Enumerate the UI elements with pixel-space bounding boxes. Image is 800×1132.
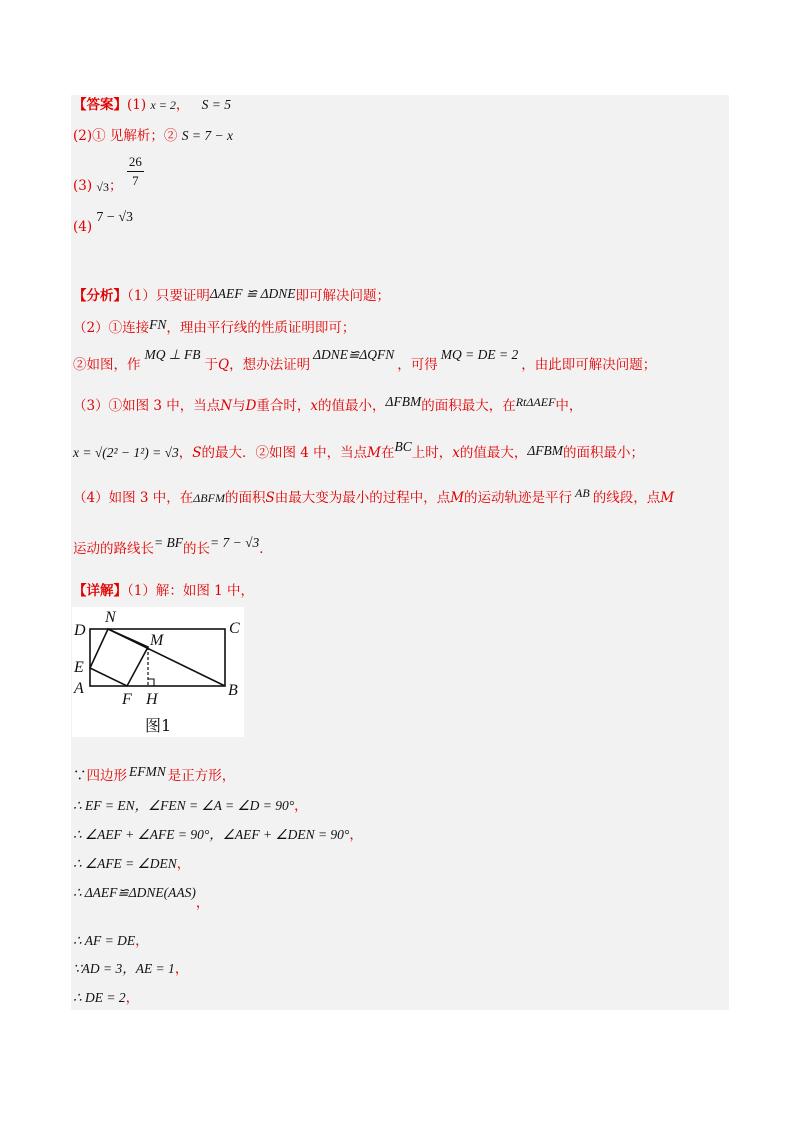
text: ， (294, 798, 308, 814)
analysis-line-5 (73, 439, 645, 462)
text: ， (178, 445, 193, 461)
text: ， (125, 990, 140, 1006)
text: Q (218, 357, 230, 373)
text: 的面积最大，在 (421, 398, 516, 414)
analysis-line-3 (73, 347, 657, 374)
math: FN (149, 317, 167, 332)
text: 即可解决问题； (295, 288, 390, 304)
math: = BF (154, 535, 183, 550)
text: M (450, 490, 465, 506)
text: 四边形 (86, 768, 127, 784)
text: 是正方形， (167, 768, 236, 784)
label-b: B (228, 682, 238, 699)
answer-part-3: (3) (73, 178, 93, 194)
text: ∵ (73, 768, 87, 784)
answer-line-2 (73, 127, 233, 145)
proof-line-2 (73, 797, 308, 815)
text: 由最大变为最小的过程中，点 (274, 490, 451, 506)
text: （3）①如图 3 中，当点 (73, 398, 221, 414)
answer-part-2: (2)① 见解析；② (73, 128, 178, 144)
text: 与 (232, 398, 246, 414)
proof-line-1 (73, 764, 236, 785)
answer-math: S = 5 (201, 97, 232, 112)
math: ∴ ∠AEF + ∠AFE = 90°，∠AEF + ∠DEN = 90° (73, 827, 350, 842)
answer-math: x = 2 (150, 98, 176, 112)
math: ΔAEF ≌ ΔDNE (209, 286, 296, 301)
fraction (127, 153, 144, 190)
label-c: C (229, 620, 240, 637)
text: M (367, 445, 381, 461)
text: ， (135, 933, 149, 949)
answer-line-1 (73, 96, 231, 114)
math: MQ ⊥ FB (144, 347, 201, 362)
text: ，想办法证明 (229, 357, 311, 373)
text: x (310, 398, 319, 414)
label-d: D (74, 622, 86, 639)
square-efmn (90, 629, 148, 686)
math: EFMN (129, 764, 166, 779)
text: S (265, 490, 275, 506)
figure-1 (72, 607, 244, 737)
text: （2）①连接 (73, 320, 150, 336)
math: ΔDNE≌ΔQFN (313, 347, 395, 362)
analysis-line-7 (73, 535, 273, 558)
math: ∵AD = 3，AE = 1 (73, 961, 175, 976)
text: ， (176, 856, 191, 872)
right-angle-mark (148, 679, 154, 686)
math: AB (575, 486, 590, 500)
text: （4）如图 3 中，在 (73, 490, 194, 506)
figure-1-diagram (72, 607, 244, 737)
proof-line-8 (73, 989, 139, 1007)
answer-label: 【答案】 (73, 97, 127, 113)
answer-math: S = 7 − x (181, 128, 233, 143)
label-n: N (105, 609, 116, 626)
text: 的长 (182, 541, 210, 557)
separator: ， (175, 97, 190, 113)
text: （1）解：如图 1 中， (127, 583, 255, 599)
segment-nb (108, 629, 225, 686)
text: 运动的路线长 (73, 541, 154, 557)
fraction-denominator: 7 (132, 173, 139, 188)
math: ∴ AF = DE (73, 933, 136, 948)
math: BC (394, 439, 412, 454)
text: 的最大．②如图 4 中，当点 (201, 445, 368, 461)
detail-label: 【详解】 (73, 583, 127, 599)
text: ，由此即可解决问题； (521, 357, 657, 373)
text: 重合时， (256, 398, 311, 414)
math: ΔFBM (527, 443, 564, 458)
answer-math: 7 − √3 (96, 210, 134, 225)
text: 的值最小， (318, 398, 386, 414)
text: x (452, 445, 460, 461)
figure-caption: 图1 (145, 716, 172, 735)
fraction-numerator: 26 (127, 153, 144, 172)
math: = 7 − √3 (209, 535, 260, 550)
math: MQ = DE = 2 (440, 347, 519, 362)
detail-line-1 (73, 582, 254, 600)
separator: ； (109, 178, 123, 194)
answer-math: √3 (96, 180, 110, 194)
text: ，可得 (397, 357, 438, 373)
answer-line-3 (73, 153, 144, 195)
proof-line-3 (73, 826, 363, 844)
text: D (245, 398, 257, 414)
analysis-line-6 (73, 486, 675, 507)
math: ∴ ∠AFE = ∠DEN (73, 856, 177, 871)
label-e: E (74, 659, 84, 676)
math: RtΔAEF (515, 395, 556, 409)
answer-part-1: (1) (127, 97, 147, 113)
text: ， (174, 961, 189, 977)
text: （1）只要证明 (127, 288, 210, 304)
text: ， (195, 895, 210, 911)
text: 的线段，点 (592, 490, 661, 506)
label-h: H (146, 691, 158, 708)
math: ΔBFM (193, 491, 225, 505)
text: 的值最大， (459, 445, 528, 461)
text: 上时， (411, 445, 453, 461)
math: ∴ EF = EN，∠FEN = ∠A = ∠D = 90° (73, 798, 295, 813)
text: ，理由平行线的性质证明即可； (166, 320, 356, 336)
label-m: M (150, 632, 164, 649)
label-a: A (74, 680, 84, 697)
text: 的面积最小； (563, 445, 645, 461)
analysis-line-2 (73, 319, 355, 337)
label-f: F (122, 691, 132, 708)
text: 的面积 (224, 490, 266, 506)
math: ∴ ΔAEF≌ΔDNE(AAS) (73, 885, 196, 900)
text: 的运动轨迹是平行 (464, 490, 573, 506)
math: ∴ DE = 2 (73, 990, 126, 1005)
text: ． (259, 541, 273, 557)
text: 于 (204, 357, 218, 373)
math: ΔFBM (385, 394, 422, 409)
text: M (660, 490, 675, 506)
proof-line-5 (73, 884, 209, 914)
text: ， (349, 827, 363, 843)
math: x = √(2² − 1²) = √3 (73, 445, 179, 460)
proof-line-6 (73, 932, 149, 950)
text: ②如图，作 (73, 357, 141, 373)
text: N (220, 398, 233, 414)
proof-line-7 (73, 960, 188, 978)
analysis-label: 【分析】 (73, 288, 127, 304)
analysis-line-1 (73, 287, 390, 305)
text: 在 (380, 445, 395, 461)
proof-line-4 (73, 855, 190, 873)
text: 中， (555, 398, 583, 414)
answer-part-4: (4) (73, 219, 93, 235)
text: S (192, 445, 202, 461)
analysis-line-4 (73, 394, 583, 415)
answer-line-4 (73, 208, 133, 234)
